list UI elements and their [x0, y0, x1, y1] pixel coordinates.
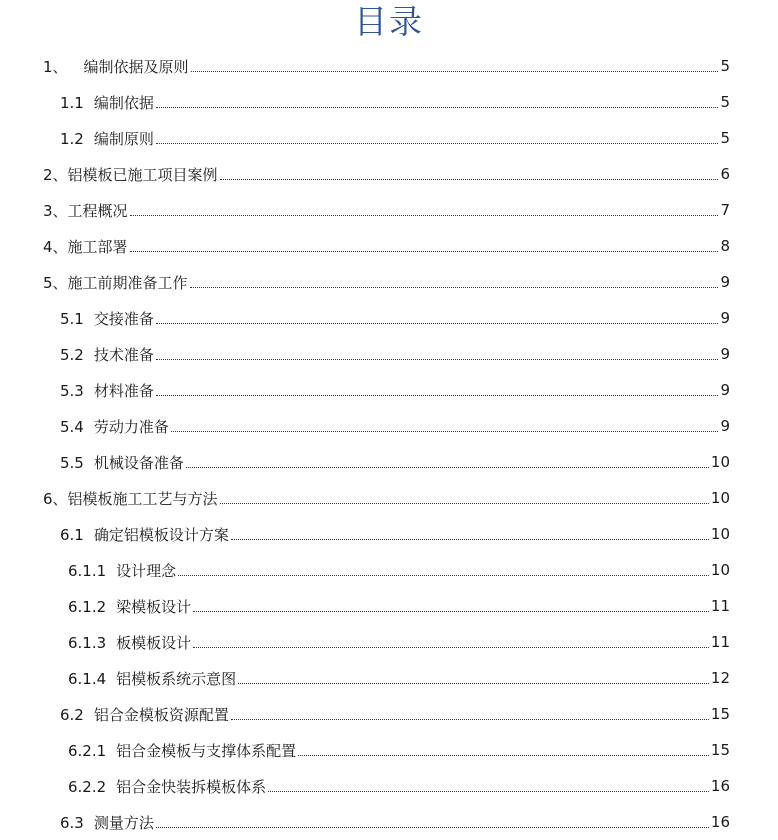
toc-page-number: 16	[710, 777, 730, 795]
toc-entry-5-5[interactable]: 5.5 机械设备准备 10	[60, 453, 730, 472]
toc-entry-5-3[interactable]: 5.3 材料准备 9	[60, 381, 730, 400]
toc-entry-text: 板模板设计	[116, 633, 192, 652]
toc-entry-text: 梁模板设计	[116, 597, 192, 616]
dot-leader	[231, 539, 709, 540]
toc-entry-2[interactable]: 2、铝模板已施工项目案例 6	[43, 165, 730, 184]
toc-entry-6-1-3[interactable]: 6.1.3 板模板设计 11	[68, 633, 730, 652]
toc-page-number: 15	[710, 705, 730, 723]
toc-page-number: 11	[710, 597, 730, 615]
toc-page-number: 12	[710, 669, 730, 687]
toc-page-number: 9	[720, 273, 730, 291]
toc-entry-text: 编制依据	[93, 93, 154, 112]
toc-page-number: 6	[720, 165, 730, 183]
toc-entry-text: 铝合金快装拆模板体系	[116, 777, 267, 796]
toc-page-number: 7	[720, 201, 730, 219]
toc-entry-text: 施工部署	[67, 237, 128, 256]
dot-leader	[193, 647, 709, 648]
dot-leader	[156, 827, 709, 828]
toc-entry-1-2[interactable]: 1.2 编制原则 5	[60, 129, 730, 148]
toc-entry-6-1-1[interactable]: 6.1.1 设计理念 10	[68, 561, 730, 580]
toc-entry-text: 铝合金模板与支撑体系配置	[116, 741, 297, 760]
dot-leader	[298, 755, 709, 756]
toc-page-number: 8	[720, 237, 730, 255]
toc-entry-6-1[interactable]: 6.1 确定铝模板设计方案 10	[60, 525, 730, 544]
toc-entry-5[interactable]: 5、施工前期准备工作 9	[43, 273, 730, 292]
toc-entry-text: 机械设备准备	[93, 453, 184, 472]
toc-entry-text: 技术准备	[93, 345, 154, 364]
toc-entry-text: 设计理念	[116, 561, 177, 580]
dot-leader	[156, 323, 719, 324]
toc-entry-6-2-2[interactable]: 6.2.2 铝合金快装拆模板体系 16	[68, 777, 730, 796]
toc-entry-3[interactable]: 3、工程概况 7	[43, 201, 730, 220]
toc-page-number: 10	[710, 525, 730, 543]
toc-entry-text: 铝模板系统示意图	[116, 669, 237, 688]
dot-leader	[268, 791, 709, 792]
toc-entry-6-2[interactable]: 6.2 铝合金模板资源配置 15	[60, 705, 730, 724]
dot-leader	[156, 359, 719, 360]
dot-leader	[191, 71, 719, 72]
toc-page-number: 9	[720, 309, 730, 327]
toc-page-number: 11	[710, 633, 730, 651]
dot-leader	[220, 179, 719, 180]
dot-leader	[238, 683, 709, 684]
toc-page-number: 10	[710, 489, 730, 507]
toc-entry-text: 工程概况	[67, 201, 128, 220]
toc-entry-text: 施工前期准备工作	[67, 273, 188, 292]
toc-entry-1[interactable]: 1、 编制依据及原则 5	[43, 57, 730, 76]
toc-page-number: 10	[710, 453, 730, 471]
toc-entry-1-1[interactable]: 1.1 编制依据 5	[60, 93, 730, 112]
dot-leader	[130, 251, 719, 252]
toc-page-number: 5	[720, 129, 730, 147]
toc-entry-5-1[interactable]: 5.1 交接准备 9	[60, 309, 730, 328]
dot-leader	[178, 575, 709, 576]
toc-page-number: 5	[720, 57, 730, 75]
toc-entry-6-1-2[interactable]: 6.1.2 梁模板设计 11	[68, 597, 730, 616]
dot-leader	[220, 503, 709, 504]
toc-entry-5-4[interactable]: 5.4 劳动力准备 9	[60, 417, 730, 436]
toc-entry-text: 材料准备	[93, 381, 154, 400]
toc-entry-text: 铝模板已施工项目案例	[67, 165, 218, 184]
dot-leader	[130, 215, 719, 216]
toc-page-number: 9	[720, 417, 730, 435]
toc-entry-6-3[interactable]: 6.3 测量方法 16	[60, 813, 730, 832]
toc-entry-5-2[interactable]: 5.2 技术准备 9	[60, 345, 730, 364]
toc-entry-text: 劳动力准备	[93, 417, 169, 436]
dot-leader	[190, 287, 719, 288]
toc-entry-4[interactable]: 4、施工部署 8	[43, 237, 730, 256]
toc-page-number: 16	[710, 813, 730, 831]
toc-page-number: 5	[720, 93, 730, 111]
dot-leader	[193, 611, 709, 612]
dot-leader	[156, 395, 719, 396]
toc-entry-text: 编制依据及原则	[83, 57, 189, 76]
dot-leader	[171, 431, 719, 432]
toc-entry-6-1-4[interactable]: 6.1.4 铝模板系统示意图 12	[68, 669, 730, 688]
dot-leader	[186, 467, 709, 468]
toc-entry-text: 编制原则	[93, 129, 154, 148]
dot-leader	[156, 143, 719, 144]
toc-page-number: 9	[720, 381, 730, 399]
toc-entry-text: 交接准备	[93, 309, 154, 328]
toc-page-number: 9	[720, 345, 730, 363]
toc-entry-text: 铝合金模板资源配置	[93, 705, 229, 724]
dot-leader	[231, 719, 709, 720]
toc-page-number: 10	[710, 561, 730, 579]
toc-entry-text: 确定铝模板设计方案	[93, 525, 229, 544]
toc-page-number: 15	[710, 741, 730, 759]
toc-entry-text: 铝模板施工工艺与方法	[67, 489, 218, 508]
toc-entry-6-2-1[interactable]: 6.2.1 铝合金模板与支撑体系配置 15	[68, 741, 730, 760]
dot-leader	[156, 107, 719, 108]
toc-title: 目录	[354, 2, 424, 41]
toc-entry-text: 测量方法	[93, 813, 154, 832]
toc-entry-6[interactable]: 6、铝模板施工工艺与方法 10	[43, 489, 730, 508]
